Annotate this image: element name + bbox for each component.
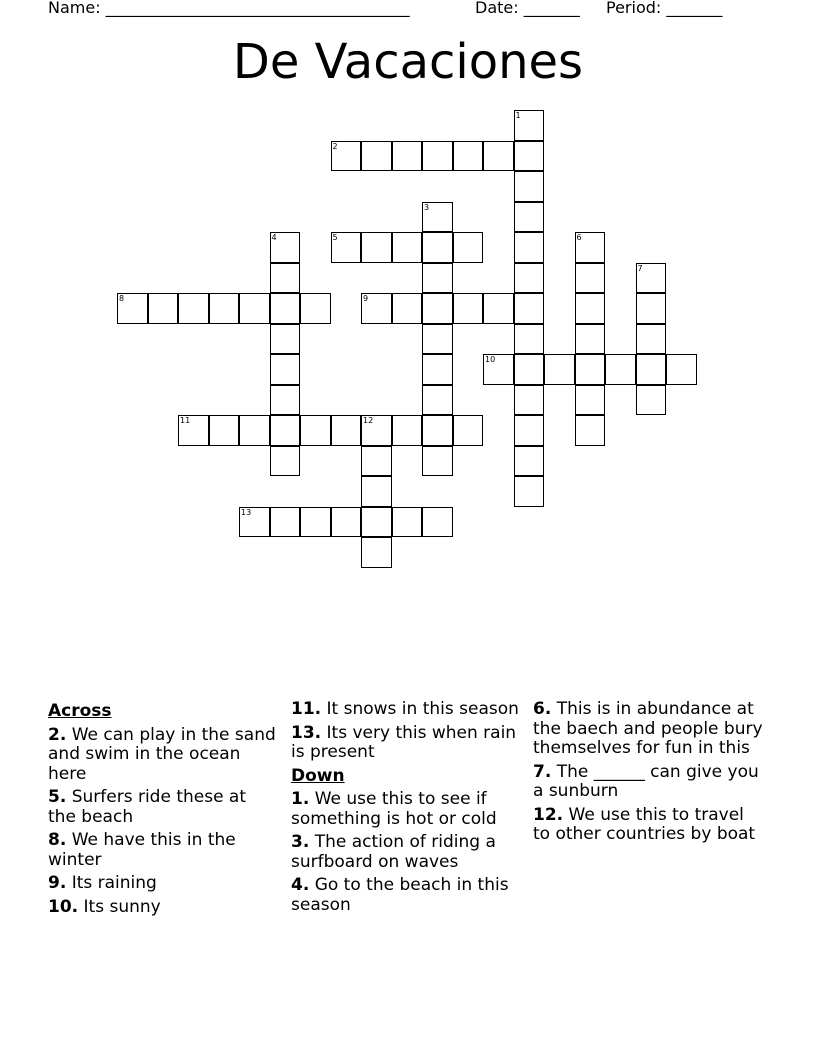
clue-item-text: We have this in the winter [48,830,236,870]
grid-cell[interactable] [422,324,453,355]
grid-cell[interactable] [392,507,423,538]
grid-cell[interactable] [514,476,545,507]
grid-cell[interactable] [117,293,148,324]
grid-cell[interactable] [422,263,453,294]
grid-cell[interactable] [422,415,453,446]
grid-cell[interactable] [514,354,545,385]
grid-cell[interactable] [514,293,545,324]
clue-number: 3 [424,202,430,212]
grid-cell[interactable] [361,446,392,477]
grid-cell[interactable] [514,446,545,477]
grid-cell[interactable] [544,354,575,385]
across-clue-list-continued [291,700,521,763]
clue-number: 1 [515,111,521,120]
clues-column-2 [291,700,521,919]
grid-cell[interactable] [270,415,301,446]
clue-item-text: Surfers ride these at the beach [48,787,247,827]
clue-item [291,700,521,720]
page-title: De Vacaciones [232,34,584,90]
grid-cell[interactable] [636,263,667,294]
clue-item-number: 11. [291,699,322,719]
clue-item-number: 13. [291,722,322,743]
grid-cell[interactable] [148,293,179,324]
grid-cell[interactable] [483,354,514,385]
grid-cell[interactable] [239,293,270,324]
grid-cell[interactable] [575,324,606,355]
clue-item-text: We use this to see if something is hot or cold [291,789,497,829]
clue-item-number: 4. [291,875,310,895]
grid-cell[interactable] [422,141,453,172]
grid-cell[interactable] [575,415,606,446]
clue-item [48,831,278,870]
clue-number: 2 [332,141,338,151]
grid-cell[interactable] [483,141,514,172]
clue-item-text: The ______ can give you a sunburn [533,761,759,801]
grid-cell[interactable] [270,293,301,324]
grid-cell[interactable] [514,171,545,202]
clue-number: 7 [637,263,643,273]
grid-cell[interactable] [361,293,392,324]
grid-cell[interactable] [422,202,453,233]
grid-cell[interactable] [453,293,484,324]
grid-cell[interactable] [331,415,362,446]
grid-cell[interactable] [270,385,301,416]
grid-cell[interactable] [331,507,362,538]
grid-cell[interactable] [270,354,301,385]
clue-item [48,874,278,894]
clue-item [48,898,278,918]
clue-item-text: The action of riding a surfboard on waves [291,832,496,872]
grid-cell[interactable] [514,202,545,233]
down-clue-list [291,790,521,915]
grid-cell[interactable] [209,293,240,324]
grid-cell[interactable] [422,507,453,538]
grid-cell[interactable] [331,141,362,172]
grid-cell[interactable] [392,232,423,263]
clue-item-number: 2. [48,724,67,745]
clue-item [48,726,278,785]
grid-cell[interactable] [239,507,270,538]
clue-item-number: 6. [533,699,552,719]
clue-item [291,876,521,915]
grid-cell[interactable] [270,263,301,294]
grid-cell[interactable] [239,415,270,446]
clue-item-text: It snows in this season [321,699,519,719]
grid-cell[interactable] [178,293,209,324]
grid-cell[interactable] [270,324,301,355]
clue-number: 13 [241,507,252,517]
clue-number: 9 [363,294,369,303]
grid-cell[interactable] [422,354,453,385]
clue-item-text: We use this to travel to other countries by boat [533,804,756,844]
across-heading: Across [48,701,112,721]
clue-item-text: Its raining [66,873,157,893]
clues-column-3 [533,700,763,849]
clue-item [48,788,278,827]
grid-cell[interactable] [270,507,301,538]
grid-cell[interactable] [392,293,423,324]
grid-cell[interactable] [453,232,484,263]
grid-cell[interactable] [514,263,545,294]
clue-number: 5 [332,233,338,242]
clues-column-1 [48,700,278,921]
grid-cell[interactable] [575,385,606,416]
clue-item-number: 9. [48,873,67,893]
grid-cell[interactable] [514,415,545,446]
grid-cell[interactable] [453,415,484,446]
period-field-label: Period: _______ [606,0,723,17]
clue-item [291,724,521,763]
grid-cell[interactable] [361,232,392,263]
grid-cell[interactable] [422,232,453,263]
grid-cell[interactable] [514,324,545,355]
grid-cell[interactable] [361,415,392,446]
grid-cell[interactable] [300,293,331,324]
across-clue-list [48,726,278,918]
grid-cell[interactable] [514,232,545,263]
clue-item [291,833,521,872]
grid-cell[interactable] [636,293,667,324]
grid-cell[interactable] [514,110,545,141]
grid-cell[interactable] [300,415,331,446]
grid-cell[interactable] [422,385,453,416]
grid-cell[interactable] [636,324,667,355]
down-clue-list-continued [533,700,763,845]
clue-item-number: 10. [48,896,79,917]
grid-cell[interactable] [361,476,392,507]
clue-item-number: 1. [291,789,310,809]
clue-item [291,790,521,829]
clue-item [533,806,763,845]
grid-cell[interactable] [270,232,301,263]
clue-item-number: 8. [48,830,67,850]
clue-item-text: Its very this when rain is present [291,722,517,762]
clue-item-number: 12. [533,804,564,825]
clue-item-text: Go to the beach in this season [291,875,509,915]
clue-item-number: 3. [291,832,310,852]
clue-number: 11 [180,416,191,425]
clue-number: 4 [271,233,277,242]
grid-cell[interactable] [605,354,636,385]
grid-cell[interactable] [392,415,423,446]
grid-cell[interactable] [361,507,392,538]
grid-cell[interactable] [209,415,240,446]
clue-item-text: Its sunny [78,896,161,917]
grid-cell[interactable] [392,141,423,172]
clue-number: 8 [119,294,125,303]
grid-cell[interactable] [666,354,697,385]
clue-item [533,763,763,802]
grid-cell[interactable] [636,385,667,416]
down-heading: Down [291,765,345,786]
grid-cell[interactable] [178,415,209,446]
clue-item-number: 7. [533,761,552,782]
grid-cell[interactable] [636,354,667,385]
clue-number: 12 [363,416,374,425]
grid-cell[interactable] [514,141,545,172]
grid-cell[interactable] [575,354,606,385]
grid-cell[interactable] [453,141,484,172]
clue-item [533,700,763,759]
grid-cell[interactable] [361,537,392,568]
grid-cell[interactable] [575,293,606,324]
clue-item-text: This is in abundance at the baech and people bury themselves for fun in this [533,699,763,758]
grid-cell[interactable] [361,141,392,172]
grid-cell[interactable] [575,263,606,294]
grid-cell[interactable] [300,507,331,538]
grid-cell[interactable] [422,293,453,324]
grid-cell[interactable] [514,385,545,416]
clue-item-text: We can play in the sand and swim in the ocean here [48,724,276,784]
grid-cell[interactable] [575,232,606,263]
clue-number: 10 [485,355,496,364]
date-field-label: Date: _______ [475,0,580,17]
grid-cell[interactable] [422,446,453,477]
name-field-label: Name: ______________________________________ [48,0,410,17]
grid-cell[interactable] [331,232,362,263]
clue-item-number: 5. [48,787,67,807]
grid-cell[interactable] [483,293,514,324]
grid-cell[interactable] [270,446,301,477]
clue-number: 6 [576,233,582,242]
